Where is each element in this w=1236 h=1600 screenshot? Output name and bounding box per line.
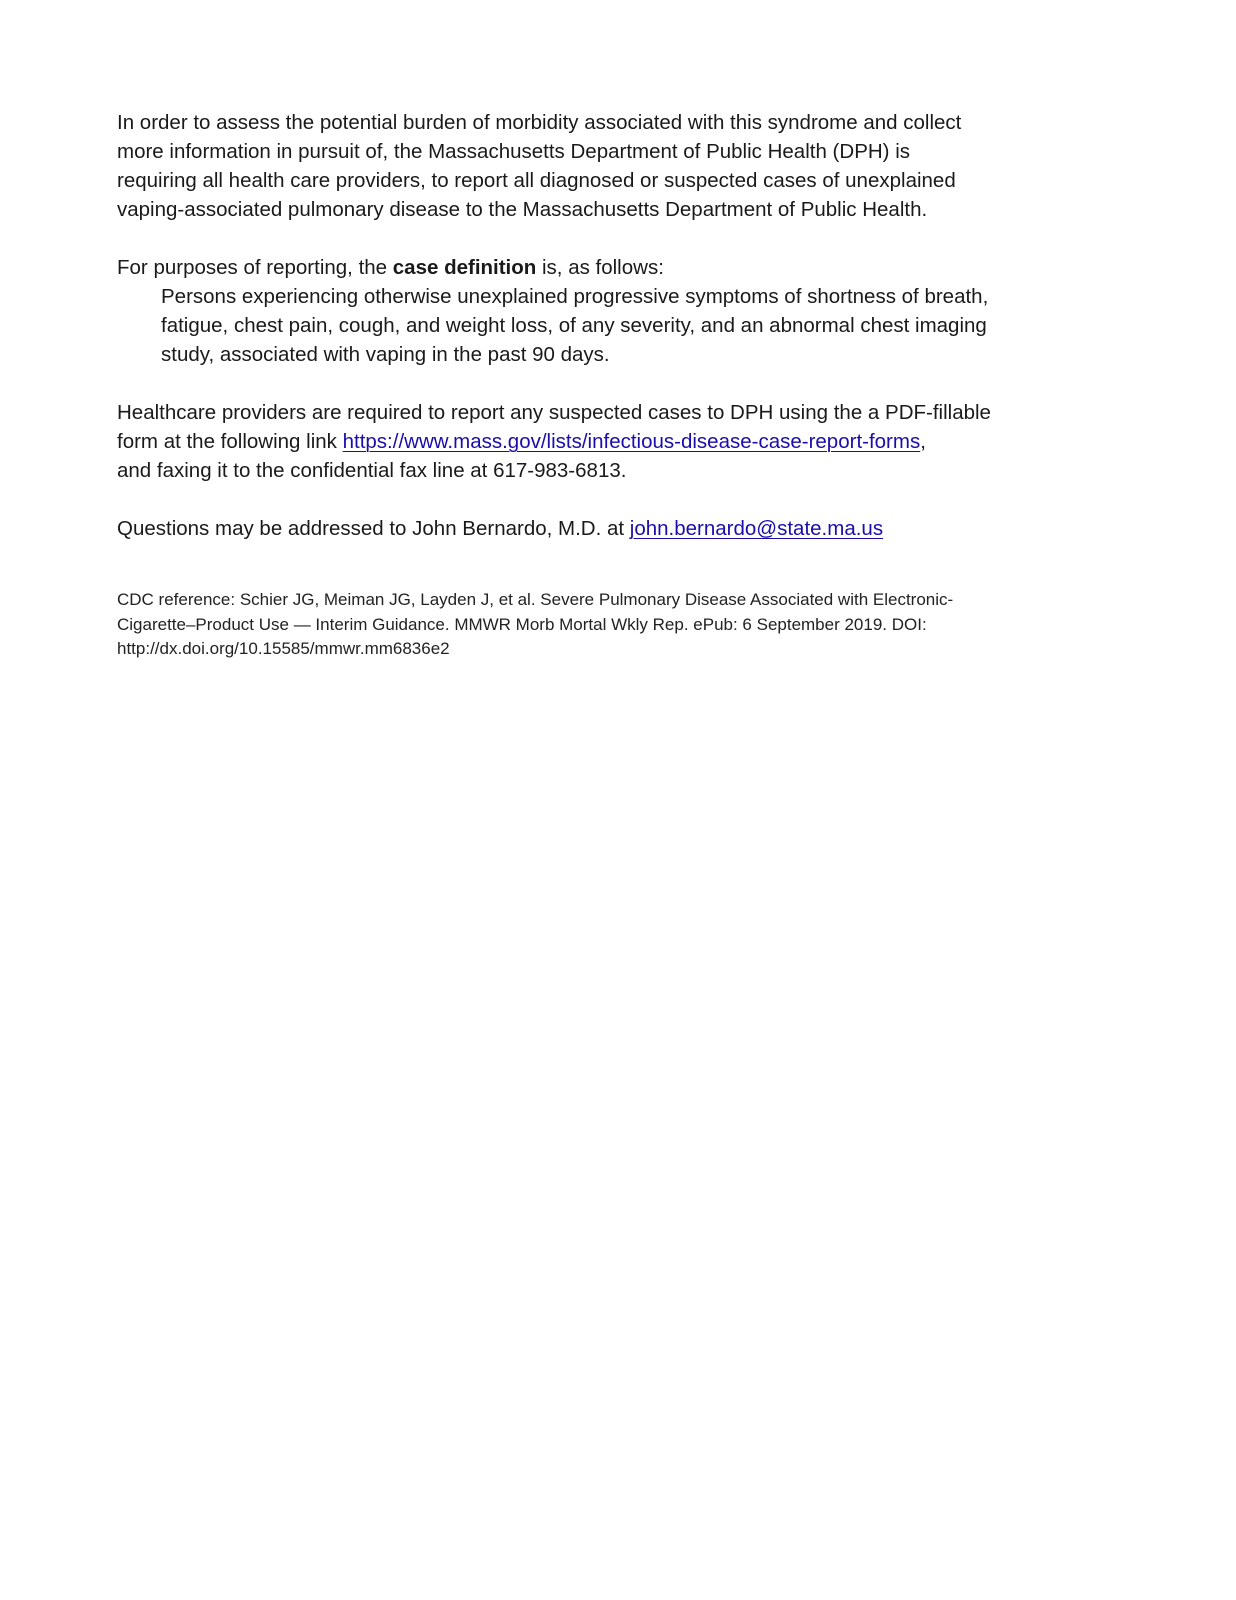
reference-line: CDC reference: Schier JG, Meiman JG, Layden J, et al. Severe Pulmonary Disease Associated with Electronic- [117,590,954,609]
intro-line: requiring all health care providers, to report all diagnosed or suspected cases of unexplained [117,169,956,192]
reporting-line [117,427,1077,456]
intro-line: In order to assess the potential burden of morbidity associated with this syndrome and collect [117,111,962,134]
questions-paragraph [117,514,1077,543]
case-definition-paragraph [117,253,1077,369]
case-definition-line: Persons experiencing otherwise unexplained progressive symptoms of shortness of breath, [161,285,989,308]
intro-line: more information in pursuit of, the Massachusetts Department of Public Health (DPH) is [117,140,910,163]
case-definition-text [117,282,1077,369]
case-report-forms-link[interactable]: https://www.mass.gov/lists/infectious-disease-case-report-forms [342,430,921,453]
questions-text: Questions may be addressed to John Bernardo, M.D. at [117,517,630,540]
reporting-line: Healthcare providers are required to report any suspected cases to DPH using the a PDF-fillable [117,401,991,424]
questions-line [117,514,1077,543]
reference-line: Cigarette–Product Use — Interim Guidance. MMWR Morb Mortal Wkly Rep. ePub: 6 September 2019. DOI: [117,614,927,634]
reference-line: http://dx.doi.org/10.15585/mmwr.mm6836e2 [117,639,450,658]
reporting-line2-after: , [920,430,926,453]
case-definition-lead-before: For purposes of reporting, the [117,256,393,279]
document-page [117,108,1077,662]
case-definition-line: study, associated with vaping in the past 90 days. [161,343,610,366]
reporting-line2-before: form at the following link [117,430,343,453]
intro-paragraph [117,108,1077,224]
reporting-paragraph [117,398,1077,485]
case-definition-lead [117,253,1077,282]
case-definition-line: fatigue, chest pain, cough, and weight loss, of any severity, and an abnormal chest imaging [161,314,987,337]
contact-email-link[interactable]: john.bernardo@state.ma.us [629,517,884,540]
cdc-reference [117,588,1077,662]
reporting-line: and faxing it to the confidential fax line at 617-983-6813. [117,459,627,482]
intro-line: vaping-associated pulmonary disease to the Massachusetts Department of Public Health. [117,198,928,221]
case-definition-term: case definition [392,256,537,279]
case-definition-lead-after: is, as follows: [536,256,664,279]
